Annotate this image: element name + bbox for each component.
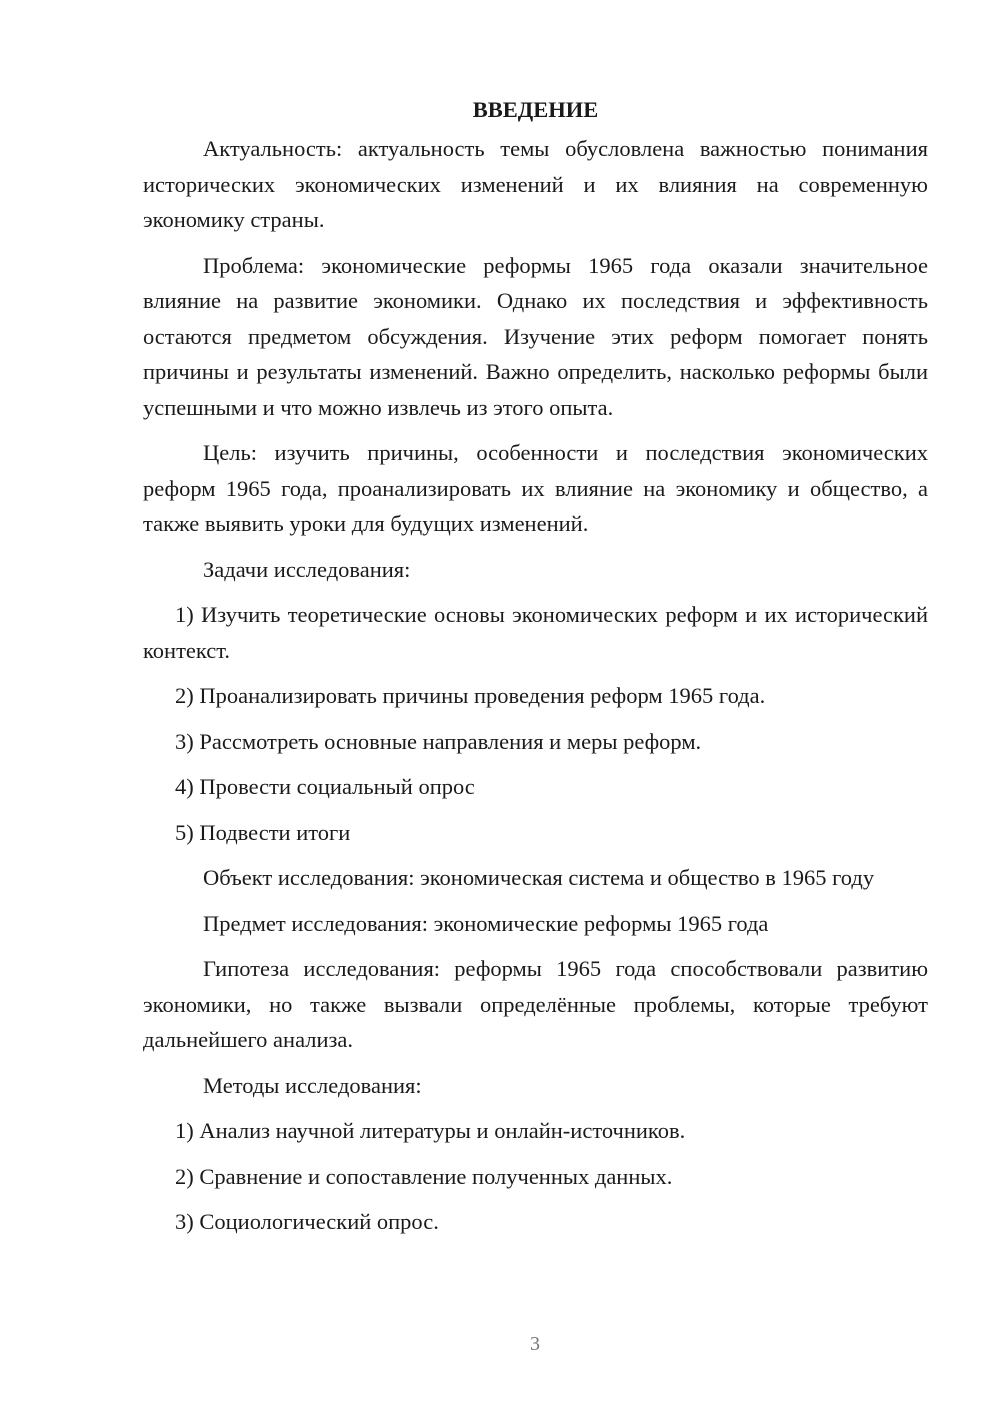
paragraph-tasks-heading: Задачи исследования: [203, 556, 411, 582]
paragraph-subject: Предмет исследования: экономические реформы 1965 года [203, 910, 769, 936]
paragraph-problem: Проблема: экономические реформы 1965 года оказали значительное влияние на развитие экономики. Однако их последствия и эффективность остаются предметом обсуждения. Изучение этих реформ помогает понять причины и результаты изменений. Важно определить, насколько реформы были успешными и что можно извлечь из этого опыта. [143, 252, 928, 420]
task-item: 5) Подвести итоги [175, 819, 351, 845]
section-title: ВВЕДЕНИЕ [472, 97, 599, 122]
task-item: 1) Изучить теоретические основы экономических реформ и их исторический контекст. [143, 602, 928, 663]
task-item: 3) Рассмотреть основные направления и меры реформ. [175, 728, 702, 754]
paragraph-object: Объект исследования: экономическая система и общество в 1965 году [203, 865, 875, 890]
paragraph-hypothesis: Гипотеза исследования: реформы 1965 года способствовали развитию экономики, но также вызвали определённые проблемы, которые требуют дальнейшего анализа. [143, 956, 928, 1052]
task-item: 2) Проанализировать причины проведения реформ 1965 года. [175, 683, 766, 708]
method-item: 3) Социологический опрос. [175, 1209, 439, 1234]
paragraph-relevance: Актуальность: актуальность темы обусловлена важностью понимания исторических экономических изменений и их влияния на современную экономику страны. [143, 136, 928, 232]
method-item: 1) Анализ научной литературы и онлайн-источников. [175, 1118, 686, 1143]
paragraph-methods-heading: Методы исследования: [203, 1072, 422, 1098]
method-item: 2) Сравнение и сопоставление полученных данных. [175, 1163, 673, 1189]
page-number: 3 [530, 1333, 540, 1355]
task-item: 4) Провести социальный опрос [175, 774, 475, 799]
paragraph-goal: Цель: изучить причины, особенности и последствия экономических реформ 1965 года, проанализировать их влияние на экономику и общество, а также выявить уроки для будущих изменений. [143, 440, 928, 536]
document-page [143, 92, 928, 1250]
